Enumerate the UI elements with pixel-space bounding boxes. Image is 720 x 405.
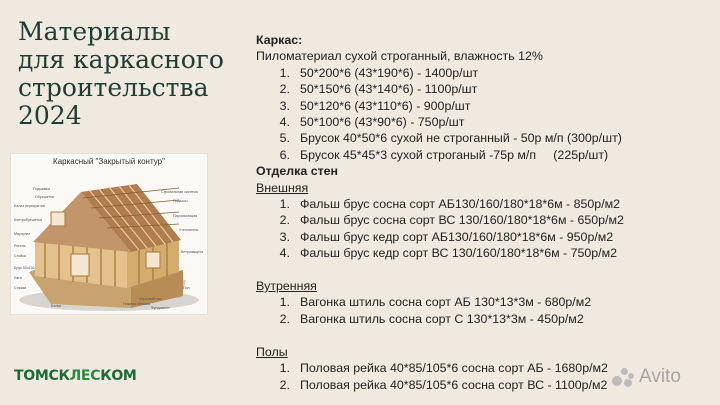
list-item <box>256 147 716 163</box>
illustration-label: Обрешетка <box>35 195 54 199</box>
list-item <box>256 212 716 228</box>
illustration-label: Стяжки <box>14 286 27 290</box>
title-line: строительства <box>18 73 209 102</box>
item-number: 3. <box>279 229 290 244</box>
title-line: Материалы <box>18 17 171 46</box>
materials-list <box>256 32 716 393</box>
item-text: Фальш брус сосна сорт АБ130/160/180*18*6м - 850р/м2 <box>300 197 621 212</box>
item-number: 1. <box>279 197 290 212</box>
illustration-label: Мауэрлат <box>14 232 31 236</box>
illustration-label: Пол <box>183 286 190 290</box>
item-number: 1. <box>279 65 290 80</box>
item-number: 5. <box>279 131 290 146</box>
illustration-caption: Каркасный "Закрытый контур" <box>53 157 165 166</box>
list-item <box>256 229 716 245</box>
list-item <box>256 196 716 212</box>
illustration-label: Контробрешетка <box>14 218 42 222</box>
avito-watermark <box>612 366 681 388</box>
item-number: 2. <box>279 311 290 326</box>
illustration-label: Ригель <box>14 244 26 248</box>
list-item <box>256 65 716 81</box>
list-item <box>256 311 716 327</box>
item-number: 1. <box>279 295 290 310</box>
logo-text-mid: ЛЕС <box>69 368 101 384</box>
item-text: Половая рейка 40*85/105*6 сосна сорт ВС - 1100р/м2 <box>300 377 608 392</box>
subsection-interior: Вутренняя <box>256 279 317 294</box>
subsection-exterior: Внешняя <box>256 180 309 195</box>
title-line: для каркасного <box>18 45 224 74</box>
list-item <box>256 114 716 130</box>
illustration-label: Брус 50х150 <box>14 266 35 270</box>
illustration-label: Подшивка <box>33 187 51 191</box>
watermark-text: Avito <box>639 366 681 387</box>
item-text: Брусок 40*50*6 сухой не строганный - 50р м/п (300р/шт) <box>300 131 622 146</box>
frame-note: Пиломатериал сухой строганный, влажность 12% <box>256 49 543 64</box>
page-title <box>18 18 238 130</box>
title-line: 2024 <box>18 101 82 130</box>
item-text: 50*120*6 (43*110*6) - 900р/шт <box>300 98 471 113</box>
item-number: 4. <box>279 246 290 261</box>
item-number: 3. <box>279 98 290 113</box>
list-item <box>256 98 716 114</box>
logo-text-right: КОМ <box>100 368 137 384</box>
item-text: 50*100*6 (43*90*6) - 750р/шт <box>300 115 465 130</box>
illustration-label: Пароизоляция <box>173 214 198 218</box>
item-number: 1. <box>279 361 290 376</box>
item-number: 2. <box>279 213 290 228</box>
item-text: 50*150*6 (43*140*6) - 1100р/шт <box>300 82 478 97</box>
illustration-label: Балки <box>51 304 62 308</box>
illustration-label: Черновой пол <box>139 297 163 301</box>
company-logo <box>14 368 137 384</box>
item-text: Фальш брус кедр сорт ВС 130/160/180*18*6м - 750р/м2 <box>300 246 618 261</box>
list-item <box>256 81 716 97</box>
item-text: Фальш брус кедр сорт АБ130/160/180*18*6м - 950р/м2 <box>300 229 614 244</box>
illustration-label: Подкосы <box>173 199 188 203</box>
item-text: 50*200*6 (43*190*6) - 1400р/шт <box>300 65 479 80</box>
illustration-label: Нижняя обвязка <box>123 302 151 306</box>
house-drawing <box>11 154 207 314</box>
illustration-label: Утеплитель <box>179 228 199 232</box>
list-item <box>256 130 716 146</box>
illustration-label: Ветрозащита <box>181 250 204 254</box>
item-text: Фальш брус сосна сорт ВС 130/160/180*18*6м - 650р/м2 <box>300 213 624 228</box>
section-heading-frame: Каркас: <box>256 33 303 47</box>
item-number: 2. <box>279 377 290 392</box>
item-text: Половая рейка 40*85/105*6 сосна сорт АБ - 1680р/м2 <box>300 361 608 376</box>
logo-text-left: ТОМСК <box>14 368 70 384</box>
item-number: 4. <box>279 115 290 130</box>
list-item <box>256 245 716 261</box>
subsection-floors: Полы <box>256 344 288 359</box>
item-number: 2. <box>279 82 290 97</box>
item-text: Вагонка штиль сосна сорт С 130*13*3м - 450р/м2 <box>300 311 584 326</box>
item-number: 6. <box>279 147 290 162</box>
illustration-label: Балка перекрытия <box>14 204 45 208</box>
item-text: Брусок 45*45*3 сухой строганый -75р м/п (225р/шт) <box>300 147 609 162</box>
item-text: Вагонка штиль сосна сорт АБ 130*13*3м - 680р/м2 <box>300 295 592 310</box>
list-item <box>256 294 716 310</box>
illustration-label: Стойка <box>14 254 26 258</box>
illustration-label: Стропильная система <box>161 190 198 194</box>
section-heading-walls: Отделка стен <box>256 164 339 179</box>
avito-logo-icon <box>612 367 636 387</box>
illustration-label: Лага <box>14 276 22 280</box>
frame-house-illustration <box>10 153 208 315</box>
illustration-label: Фундамент <box>151 306 170 310</box>
